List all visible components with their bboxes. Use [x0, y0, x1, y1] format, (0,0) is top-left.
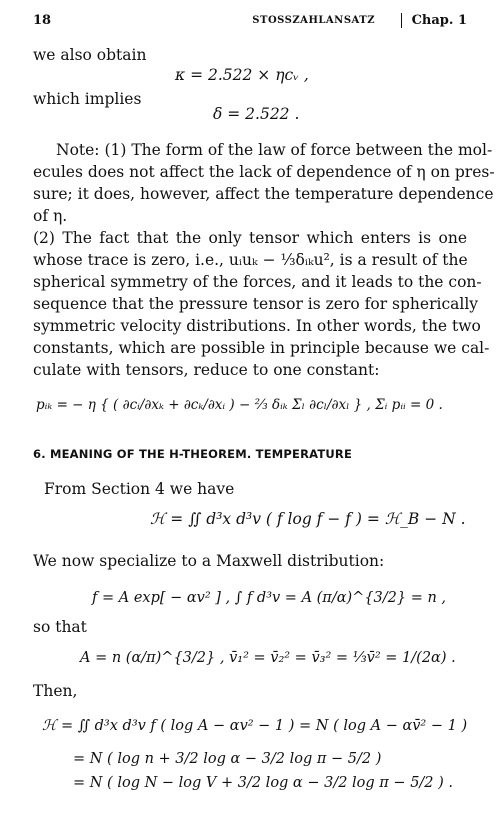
equation-A: A = n (α/π)^{3/2} , v̄₁² = v̄₂² = v̄₃² = ⅓v̄² = 1/(2α) . — [80, 650, 456, 666]
text-line: We now specialize to a Maxwell distribution: — [33, 552, 385, 570]
paragraph-line: (2) The fact that the only tensor which enters is one — [33, 229, 467, 247]
equation-pressure-tensor: pᵢₖ = − η { ( ∂cᵢ/∂xₖ + ∂cₖ/∂xᵢ ) − ⅔ δᵢₖ Σₗ ∂cₗ/∂xₗ } , Σᵢ pᵢᵢ = 0 . — [36, 397, 443, 413]
running-title: STOSSZAHLANSATZ — [252, 15, 375, 26]
equation-maxwell: f = A exp[ − αv² ] , ∫ f d³v = A (π/α)^{3/2} = n , — [92, 590, 447, 606]
note-line: ecules does not affect the lack of dependence of η on pres- — [33, 163, 495, 181]
note-line: Note: (1) The form of the law of force between the mol- — [56, 141, 493, 159]
paragraph-line: sequence that the pressure tensor is zero for spherically — [33, 295, 479, 313]
text-line: so that — [33, 618, 87, 636]
text-line: we also obtain — [33, 46, 147, 64]
equation-then-3: = N ( log N − log V + 3/2 log α − 3/2 log π − 5/2 ) . — [73, 775, 454, 791]
section-heading: 6. MEANING OF THE H-THEOREM. TEMPERATURE — [33, 447, 353, 461]
equation-then-2: = N ( log n + 3/2 log α − 3/2 log π − 5/2 ) — [73, 751, 382, 767]
paragraph-line: spherical symmetry of the forces, and it leads to the con- — [33, 273, 482, 291]
text-line: which implies — [33, 90, 142, 108]
equation-kappa: κ = 2.522 × ηcᵥ , — [175, 66, 309, 84]
text-line: From Section 4 we have — [44, 480, 235, 498]
text-line: Then, — [33, 682, 78, 700]
paragraph-line: constants, which are possible in principle because we cal- — [33, 339, 490, 357]
page-number: 18 — [33, 13, 52, 28]
paragraph-line: culate with tensors, reduce to one constant: — [33, 361, 380, 379]
equation-then-1: ℋ = ∬ d³x d³v f ( log A − αv² − 1 ) = N ( log A − αv̄² − 1 ) — [42, 718, 468, 734]
equation-delta: δ = 2.522 . — [213, 105, 300, 123]
note-line: sure; it does, however, affect the temperature dependence — [33, 185, 494, 203]
running-header — [33, 8, 467, 30]
note-line: of η. — [33, 207, 68, 225]
equation-H: ℋ = ∬ d³x d³v ( f log f − f ) = ℋ_B − N . — [150, 510, 466, 528]
paragraph-line: symmetric velocity distributions. In other words, the two — [33, 317, 481, 335]
paragraph-line: whose trace is zero, i.e., uᵢuₖ − ⅓δᵢₖu², is a result of the — [33, 251, 468, 269]
chapter-label: Chap. 1 — [401, 13, 467, 28]
